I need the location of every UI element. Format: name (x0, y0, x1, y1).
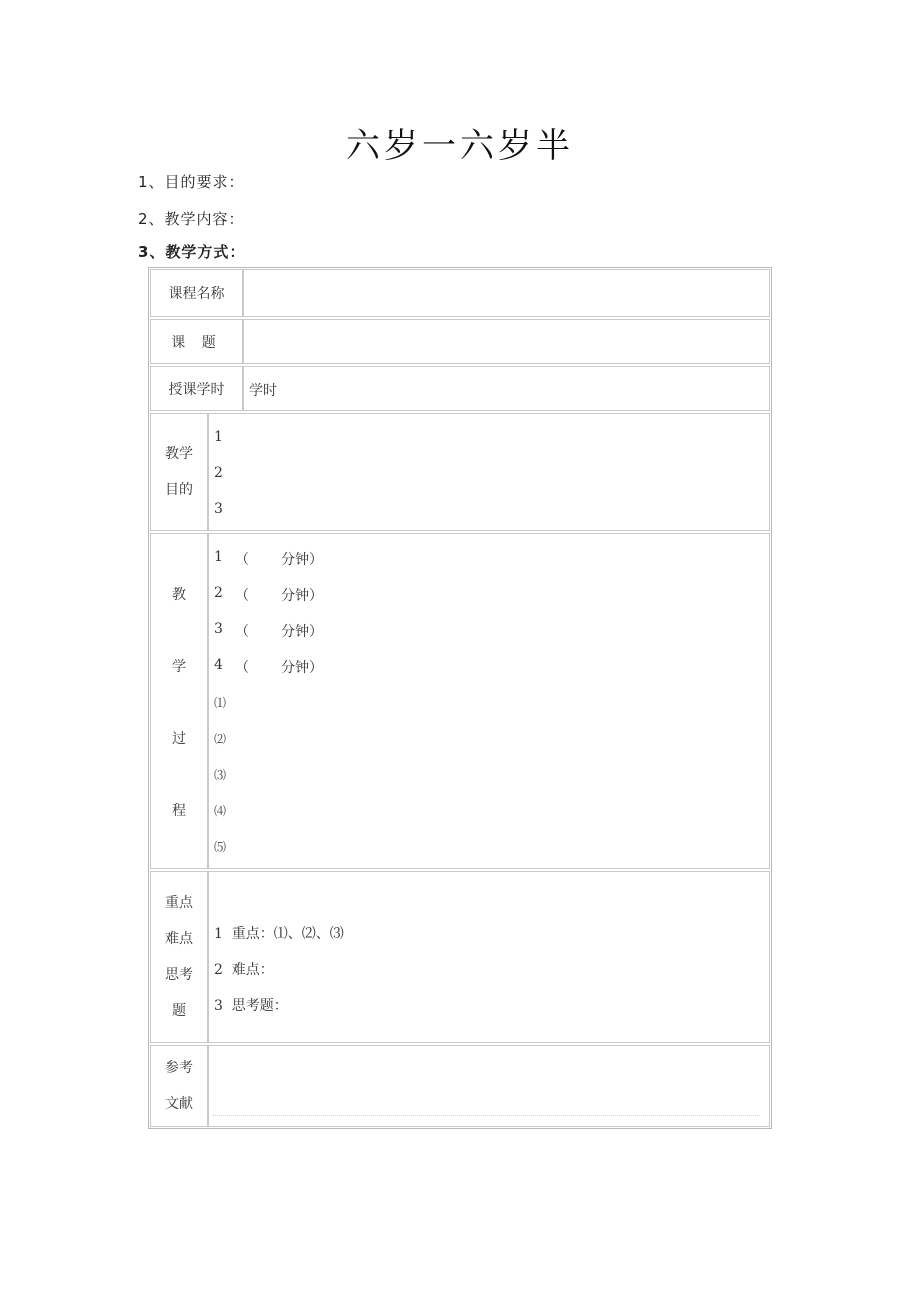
process-label-char-2: 学 (172, 659, 186, 675)
key-points-field[interactable] (208, 871, 770, 1043)
process-label (150, 533, 208, 869)
key-item-2: 2 难点： (214, 962, 274, 978)
course-name-label (150, 269, 243, 317)
goal-field[interactable] (208, 413, 770, 531)
heading-content: 2、教学内容： (138, 210, 245, 228)
step-1-number: 1 (214, 549, 223, 565)
step-4-unit: 分钟） (281, 660, 323, 676)
goal-item-1: 1 (214, 429, 223, 445)
course-name-field[interactable] (243, 269, 770, 317)
topic-label (150, 319, 243, 364)
process-label-char-1: 教 (172, 587, 186, 603)
page-title: 六岁一六岁半 (346, 126, 574, 166)
key-label-line-2: 难点 (165, 931, 193, 947)
step-2-unit: 分钟） (281, 588, 323, 604)
course-name-label-text: 课程名称 (168, 286, 225, 302)
sub-item-3: ⑶ (214, 768, 227, 782)
topic-label-text: 课 题 (171, 334, 222, 351)
references-divider (212, 1115, 760, 1116)
goal-item-2: 2 (214, 465, 223, 481)
key-label-line-1: 重点 (165, 895, 193, 911)
key-label-line-4: 题 (172, 1003, 186, 1019)
heading-objectives: 1、目的要求： (138, 173, 245, 191)
goal-item-3: 3 (214, 501, 223, 517)
key-item-1: 1 重点：⑴、⑵、⑶ (214, 926, 344, 942)
sub-item-1: ⑴ (214, 696, 227, 710)
step-4-open: （ (235, 660, 249, 676)
topic-field[interactable] (243, 319, 770, 364)
process-field[interactable] (208, 533, 770, 869)
step-1-open: （ (235, 552, 249, 568)
goal-label-line-2: 目的 (165, 482, 193, 498)
step-3-number: 3 (214, 621, 223, 637)
step-2-open: （ (235, 588, 249, 604)
hours-value: 学时 (249, 383, 277, 399)
step-2-number: 2 (214, 585, 223, 601)
heading-method: 3、教学方式： (138, 243, 246, 261)
ref-label-line-1: 参考 (165, 1060, 193, 1076)
process-label-char-3: 过 (172, 731, 186, 747)
goal-label-line-1: 教学 (165, 446, 193, 462)
references-label (150, 1045, 208, 1127)
sub-item-2: ⑵ (214, 732, 227, 746)
ref-label-line-2: 文献 (165, 1096, 193, 1112)
sub-item-4: ⑷ (214, 804, 227, 818)
step-3-open: （ (235, 624, 249, 640)
step-1-unit: 分钟） (281, 552, 323, 568)
step-4-number: 4 (214, 657, 223, 673)
goal-label (150, 413, 208, 531)
key-label-line-3: 思考 (165, 967, 193, 983)
sub-item-5: ⑸ (214, 840, 227, 854)
hours-label (150, 366, 243, 411)
process-label-char-4: 程 (172, 803, 186, 819)
key-points-label (150, 871, 208, 1043)
key-item-3: 3 思考题： (214, 998, 288, 1014)
step-3-unit: 分钟） (281, 624, 323, 640)
hours-field[interactable] (243, 366, 770, 411)
hours-label-text: 授课学时 (168, 381, 225, 398)
